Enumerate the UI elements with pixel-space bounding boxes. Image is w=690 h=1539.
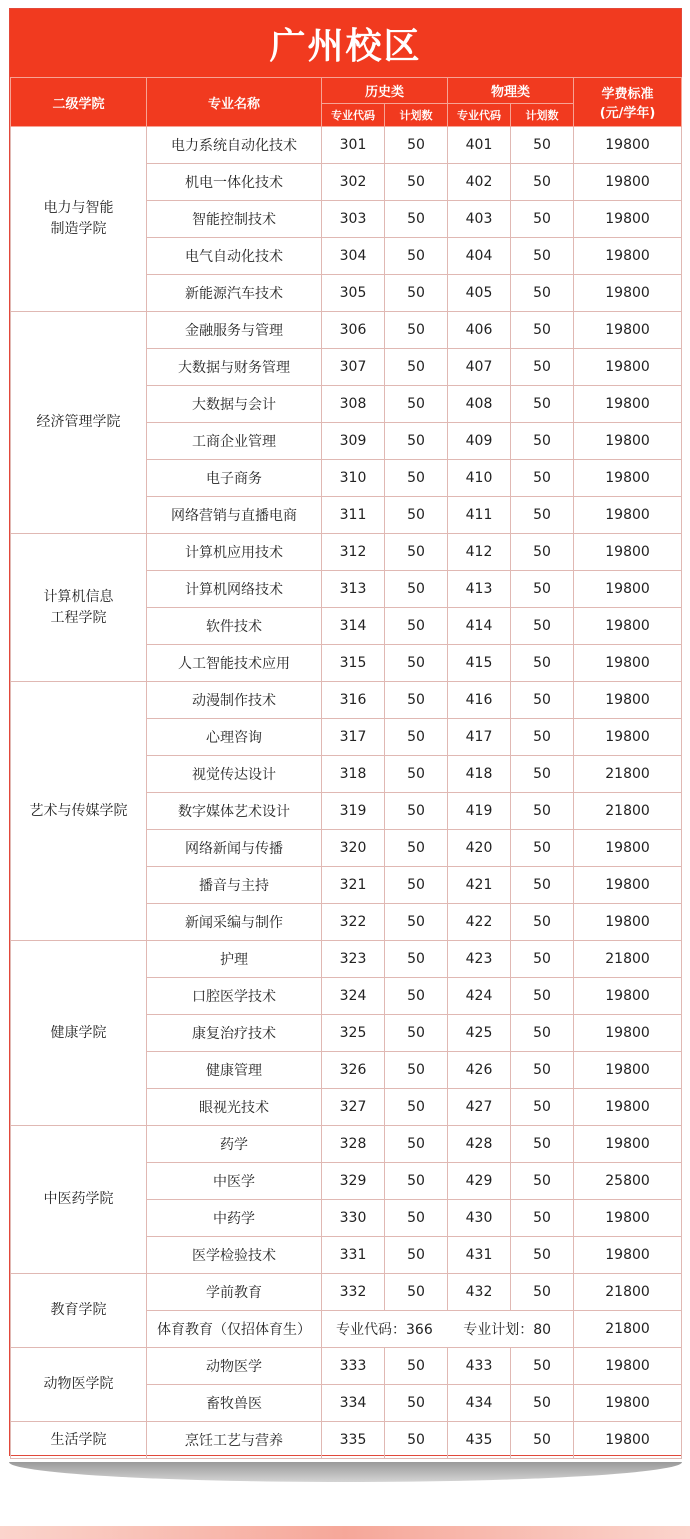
history-code: 311 xyxy=(322,497,385,534)
physics-code: 421 xyxy=(448,867,511,904)
physics-plan: 50 xyxy=(511,904,574,941)
tuition-fee: 19800 xyxy=(574,497,682,534)
table-row xyxy=(11,1348,682,1385)
college-label: 教育学院 xyxy=(50,1302,107,1318)
physics-code: 425 xyxy=(448,1015,511,1052)
history-code: 314 xyxy=(322,608,385,645)
history-code: 327 xyxy=(322,1089,385,1126)
history-code: 335 xyxy=(322,1422,385,1459)
major-name: 护理 xyxy=(147,941,322,978)
history-plan: 50 xyxy=(385,1422,448,1459)
physics-code: 434 xyxy=(448,1385,511,1422)
header-college: 二级学院 xyxy=(11,78,147,127)
tuition-fee: 19800 xyxy=(574,645,682,682)
header-history: 历史类 xyxy=(322,78,448,104)
table-row xyxy=(11,1422,682,1459)
physics-plan: 50 xyxy=(511,127,574,164)
history-plan: 50 xyxy=(385,719,448,756)
history-code: 333 xyxy=(322,1348,385,1385)
college-name xyxy=(11,127,147,312)
tuition-fee: 19800 xyxy=(574,978,682,1015)
history-plan: 50 xyxy=(385,1126,448,1163)
major-name: 计算机网络技术 xyxy=(147,571,322,608)
major-name: 工商企业管理 xyxy=(147,423,322,460)
tuition-fee: 19800 xyxy=(574,1089,682,1126)
physics-plan: 50 xyxy=(511,756,574,793)
physics-plan: 50 xyxy=(511,497,574,534)
physics-plan: 50 xyxy=(511,201,574,238)
history-plan: 50 xyxy=(385,645,448,682)
history-plan: 50 xyxy=(385,1163,448,1200)
physics-plan: 50 xyxy=(511,1052,574,1089)
history-code: 306 xyxy=(322,312,385,349)
table-row xyxy=(11,312,682,349)
physics-plan: 50 xyxy=(511,978,574,1015)
physics-code: 409 xyxy=(448,423,511,460)
major-name: 中药学 xyxy=(147,1200,322,1237)
header-physics-plan: 计划数 xyxy=(511,104,574,127)
history-plan: 50 xyxy=(385,386,448,423)
header-history-code: 专业代码 xyxy=(322,104,385,127)
history-plan: 50 xyxy=(385,497,448,534)
physics-code: 418 xyxy=(448,756,511,793)
tuition-fee: 19800 xyxy=(574,423,682,460)
physics-code: 417 xyxy=(448,719,511,756)
campus-card xyxy=(9,8,682,1456)
major-name: 视觉传达设计 xyxy=(147,756,322,793)
history-code: 302 xyxy=(322,164,385,201)
physics-plan: 50 xyxy=(511,1348,574,1385)
physics-plan: 50 xyxy=(511,867,574,904)
college-name xyxy=(11,1422,147,1459)
physics-code: 406 xyxy=(448,312,511,349)
physics-code: 419 xyxy=(448,793,511,830)
history-plan: 50 xyxy=(385,1348,448,1385)
college-name xyxy=(11,312,147,534)
physics-code: 416 xyxy=(448,682,511,719)
header-fee xyxy=(574,78,682,127)
table-body xyxy=(11,127,682,1459)
history-plan: 50 xyxy=(385,349,448,386)
history-plan: 50 xyxy=(385,830,448,867)
physics-code: 420 xyxy=(448,830,511,867)
physics-plan: 50 xyxy=(511,1237,574,1274)
tuition-fee: 19800 xyxy=(574,460,682,497)
table-row xyxy=(11,534,682,571)
tuition-fee: 19800 xyxy=(574,1348,682,1385)
tuition-fee: 21800 xyxy=(574,793,682,830)
physics-code: 429 xyxy=(448,1163,511,1200)
college-name xyxy=(11,941,147,1126)
history-plan: 50 xyxy=(385,756,448,793)
history-plan: 50 xyxy=(385,127,448,164)
physics-plan: 50 xyxy=(511,1422,574,1459)
physics-plan: 50 xyxy=(511,1126,574,1163)
major-name: 智能控制技术 xyxy=(147,201,322,238)
header-physics: 物理类 xyxy=(448,78,574,104)
major-name: 大数据与会计 xyxy=(147,386,322,423)
major-name: 机电一体化技术 xyxy=(147,164,322,201)
physics-code: 415 xyxy=(448,645,511,682)
physics-code: 427 xyxy=(448,1089,511,1126)
history-code: 305 xyxy=(322,275,385,312)
major-name: 健康管理 xyxy=(147,1052,322,1089)
physics-code: 412 xyxy=(448,534,511,571)
tuition-fee: 19800 xyxy=(574,608,682,645)
physics-plan: 50 xyxy=(511,719,574,756)
history-code: 326 xyxy=(322,1052,385,1089)
history-code: 331 xyxy=(322,1237,385,1274)
physics-plan: 50 xyxy=(511,312,574,349)
history-plan: 50 xyxy=(385,312,448,349)
major-name: 数字媒体艺术设计 xyxy=(147,793,322,830)
tuition-fee: 19800 xyxy=(574,1052,682,1089)
history-code: 329 xyxy=(322,1163,385,1200)
major-name: 电气自动化技术 xyxy=(147,238,322,275)
college-name xyxy=(11,534,147,682)
history-code: 318 xyxy=(322,756,385,793)
physics-plan: 50 xyxy=(511,1089,574,1126)
tuition-fee: 19800 xyxy=(574,904,682,941)
physics-plan: 50 xyxy=(511,608,574,645)
history-code: 330 xyxy=(322,1200,385,1237)
history-plan: 50 xyxy=(385,1385,448,1422)
history-code: 321 xyxy=(322,867,385,904)
history-plan: 50 xyxy=(385,978,448,1015)
major-name: 播音与主持 xyxy=(147,867,322,904)
tuition-fee: 19800 xyxy=(574,1385,682,1422)
history-plan: 50 xyxy=(385,1200,448,1237)
special-info xyxy=(322,1319,573,1339)
history-code: 325 xyxy=(322,1015,385,1052)
table-row xyxy=(11,1126,682,1163)
tuition-fee: 21800 xyxy=(574,1311,682,1348)
history-code: 310 xyxy=(322,460,385,497)
history-code: 324 xyxy=(322,978,385,1015)
history-plan: 50 xyxy=(385,275,448,312)
header-fee-label: 学费标准 xyxy=(601,87,654,102)
physics-code: 414 xyxy=(448,608,511,645)
special-code: 专业代码：366 xyxy=(336,1322,433,1338)
major-name: 新能源汽车技术 xyxy=(147,275,322,312)
tuition-fee: 19800 xyxy=(574,571,682,608)
physics-code: 423 xyxy=(448,941,511,978)
physics-plan: 50 xyxy=(511,793,574,830)
physics-code: 403 xyxy=(448,201,511,238)
physics-code: 401 xyxy=(448,127,511,164)
physics-plan: 50 xyxy=(511,1015,574,1052)
major-name: 计算机应用技术 xyxy=(147,534,322,571)
history-plan: 50 xyxy=(385,1274,448,1311)
tuition-fee: 19800 xyxy=(574,238,682,275)
college-label: 动物医学院 xyxy=(43,1376,114,1392)
college-name xyxy=(11,1348,147,1422)
physics-plan: 50 xyxy=(511,1200,574,1237)
header-fee-unit: (元/学年) xyxy=(599,106,656,121)
major-name: 康复治疗技术 xyxy=(147,1015,322,1052)
history-code: 313 xyxy=(322,571,385,608)
physics-plan: 50 xyxy=(511,349,574,386)
history-code: 322 xyxy=(322,904,385,941)
table-row xyxy=(11,941,682,978)
physics-plan: 50 xyxy=(511,534,574,571)
physics-plan: 50 xyxy=(511,941,574,978)
college-label: 艺术与传媒学院 xyxy=(29,802,128,819)
physics-plan: 50 xyxy=(511,830,574,867)
major-name: 网络新闻与传播 xyxy=(147,830,322,867)
major-name: 人工智能技术应用 xyxy=(147,645,322,682)
college-name xyxy=(11,1274,147,1348)
physics-plan: 50 xyxy=(511,164,574,201)
tuition-fee: 19800 xyxy=(574,1015,682,1052)
physics-code: 413 xyxy=(448,571,511,608)
history-code: 332 xyxy=(322,1274,385,1311)
major-name: 大数据与财务管理 xyxy=(147,349,322,386)
physics-plan: 50 xyxy=(511,571,574,608)
history-plan: 50 xyxy=(385,608,448,645)
tuition-fee: 25800 xyxy=(574,1163,682,1200)
history-plan: 50 xyxy=(385,460,448,497)
header-history-plan: 计划数 xyxy=(385,104,448,127)
tuition-fee: 19800 xyxy=(574,349,682,386)
tuition-fee: 19800 xyxy=(574,127,682,164)
major-name: 体育教育（仅招体育生） xyxy=(147,1311,322,1348)
history-code: 317 xyxy=(322,719,385,756)
history-code: 323 xyxy=(322,941,385,978)
tuition-fee: 19800 xyxy=(574,534,682,571)
table-row xyxy=(11,1274,682,1311)
history-plan: 50 xyxy=(385,238,448,275)
history-code: 328 xyxy=(322,1126,385,1163)
major-name: 医学检验技术 xyxy=(147,1237,322,1274)
physics-code: 408 xyxy=(448,386,511,423)
major-name: 网络营销与直播电商 xyxy=(147,497,322,534)
history-plan: 50 xyxy=(385,793,448,830)
physics-code: 431 xyxy=(448,1237,511,1274)
major-name: 学前教育 xyxy=(147,1274,322,1311)
major-name: 动漫制作技术 xyxy=(147,682,322,719)
physics-plan: 50 xyxy=(511,645,574,682)
physics-plan: 50 xyxy=(511,1274,574,1311)
physics-code: 411 xyxy=(448,497,511,534)
table-row xyxy=(11,682,682,719)
special-plan: 专业计划：80 xyxy=(463,1322,552,1338)
tuition-fee: 19800 xyxy=(574,164,682,201)
history-code: 319 xyxy=(322,793,385,830)
tuition-fee: 19800 xyxy=(574,386,682,423)
physics-code: 426 xyxy=(448,1052,511,1089)
physics-code: 410 xyxy=(448,460,511,497)
major-name: 眼视光技术 xyxy=(147,1089,322,1126)
history-plan: 50 xyxy=(385,534,448,571)
major-name: 口腔医学技术 xyxy=(147,978,322,1015)
physics-plan: 50 xyxy=(511,1163,574,1200)
enrollment-table xyxy=(10,77,682,1459)
history-plan: 50 xyxy=(385,1052,448,1089)
history-code: 316 xyxy=(322,682,385,719)
history-code: 301 xyxy=(322,127,385,164)
history-code: 309 xyxy=(322,423,385,460)
physics-code: 435 xyxy=(448,1422,511,1459)
history-code: 320 xyxy=(322,830,385,867)
history-plan: 50 xyxy=(385,423,448,460)
tuition-fee: 19800 xyxy=(574,1422,682,1459)
major-name: 药学 xyxy=(147,1126,322,1163)
history-plan: 50 xyxy=(385,941,448,978)
tuition-fee: 19800 xyxy=(574,312,682,349)
college-label: 中医药学院 xyxy=(43,1191,114,1207)
history-plan: 50 xyxy=(385,201,448,238)
physics-plan: 50 xyxy=(511,460,574,497)
college-label: 经济管理学院 xyxy=(36,414,121,430)
history-plan: 50 xyxy=(385,682,448,719)
tuition-fee: 19800 xyxy=(574,867,682,904)
physics-code: 424 xyxy=(448,978,511,1015)
major-name: 畜牧兽医 xyxy=(147,1385,322,1422)
major-name: 烹饪工艺与营养 xyxy=(147,1422,322,1459)
college-name xyxy=(11,1126,147,1274)
tuition-fee: 21800 xyxy=(574,756,682,793)
history-code: 312 xyxy=(322,534,385,571)
major-name: 动物医学 xyxy=(147,1348,322,1385)
physics-code: 422 xyxy=(448,904,511,941)
physics-plan: 50 xyxy=(511,423,574,460)
physics-code: 428 xyxy=(448,1126,511,1163)
bottom-band xyxy=(0,1526,690,1539)
tuition-fee: 19800 xyxy=(574,1200,682,1237)
tuition-fee: 19800 xyxy=(574,830,682,867)
physics-code: 402 xyxy=(448,164,511,201)
physics-code: 405 xyxy=(448,275,511,312)
major-name: 新闻采编与制作 xyxy=(147,904,322,941)
physics-plan: 50 xyxy=(511,275,574,312)
physics-code: 407 xyxy=(448,349,511,386)
history-plan: 50 xyxy=(385,1237,448,1274)
history-plan: 50 xyxy=(385,164,448,201)
physics-code: 433 xyxy=(448,1348,511,1385)
tuition-fee: 19800 xyxy=(574,275,682,312)
physics-code: 404 xyxy=(448,238,511,275)
college-label: 计算机信息 工程学院 xyxy=(43,588,114,626)
tuition-fee: 19800 xyxy=(574,201,682,238)
special-cell xyxy=(322,1311,574,1348)
physics-code: 430 xyxy=(448,1200,511,1237)
physics-plan: 50 xyxy=(511,682,574,719)
history-plan: 50 xyxy=(385,867,448,904)
major-name: 金融服务与管理 xyxy=(147,312,322,349)
history-code: 308 xyxy=(322,386,385,423)
tuition-fee: 19800 xyxy=(574,682,682,719)
tuition-fee: 19800 xyxy=(574,1237,682,1274)
history-plan: 50 xyxy=(385,1089,448,1126)
major-name: 电子商务 xyxy=(147,460,322,497)
tuition-fee: 19800 xyxy=(574,1126,682,1163)
major-name: 软件技术 xyxy=(147,608,322,645)
history-plan: 50 xyxy=(385,571,448,608)
tuition-fee: 21800 xyxy=(574,941,682,978)
card-shadow xyxy=(9,1462,682,1482)
physics-plan: 50 xyxy=(511,1385,574,1422)
header-major: 专业名称 xyxy=(147,78,322,127)
college-name xyxy=(11,682,147,941)
major-name: 心理咨询 xyxy=(147,719,322,756)
college-label: 生活学院 xyxy=(50,1431,107,1448)
history-code: 307 xyxy=(322,349,385,386)
history-plan: 50 xyxy=(385,1015,448,1052)
major-name: 中医学 xyxy=(147,1163,322,1200)
tuition-fee: 19800 xyxy=(574,719,682,756)
history-code: 315 xyxy=(322,645,385,682)
college-label: 电力与智能 制造学院 xyxy=(43,200,114,237)
major-name: 电力系统自动化技术 xyxy=(147,127,322,164)
history-plan: 50 xyxy=(385,904,448,941)
page-title: 广州校区 xyxy=(10,9,681,77)
history-code: 304 xyxy=(322,238,385,275)
physics-plan: 50 xyxy=(511,386,574,423)
physics-code: 432 xyxy=(448,1274,511,1311)
college-label: 健康学院 xyxy=(50,1024,107,1041)
history-code: 334 xyxy=(322,1385,385,1422)
physics-plan: 50 xyxy=(511,238,574,275)
table-row xyxy=(11,127,682,164)
header-physics-code: 专业代码 xyxy=(448,104,511,127)
history-code: 303 xyxy=(322,201,385,238)
tuition-fee: 21800 xyxy=(574,1274,682,1311)
